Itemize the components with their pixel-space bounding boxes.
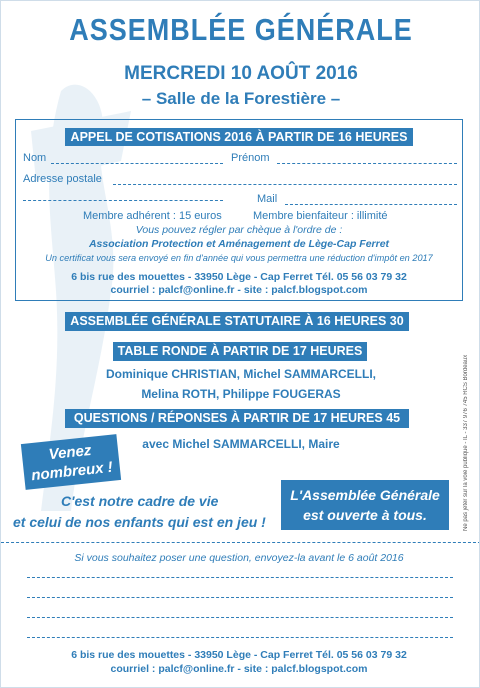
membre-adherent-label: Membre adhérent : 15 euros [83,210,222,222]
question-line[interactable] [27,597,453,598]
ouverte-badge [281,480,449,530]
question-contact: courriel : palcf@online.fr - site : palcf.blogspot.com [110,663,368,675]
mail-label: Mail [257,193,278,205]
mail-field[interactable] [285,204,457,205]
membership-banner: APPEL DE COTISATIONS 2016 À PARTIR DE 16 HEURES [65,128,413,146]
venez-line-2: nombreux ! [30,458,114,485]
slogan-line-1: C'est notre cadre de vie [61,493,219,509]
prenom-label: Prénom [231,152,270,164]
form-address: 6 bis rue des mouettes - 33950 Lège - Cap Ferret Tél. 05 56 03 79 32 [71,271,407,283]
association-name: Association Protection et Aménagement de Lège-Cap Ferret [88,238,390,250]
ouverte-line-1: L'Assemblée Générale [290,487,440,503]
nom-label: Nom [23,152,47,164]
side-legal-note: Ne pas jeter sur la voie publique - IL - 337 976 745 RCS Bordeaux [463,354,469,531]
slogan-line-2: et celui de nos enfants qui est en jeu ! [13,514,266,530]
form-contact: courriel : palcf@online.fr - site : palcf.blogspot.com [110,284,368,296]
membre-bienfaiteur-label: Membre bienfaiteur : illimité [253,210,388,222]
certificat-text: Un certificat vous sera envoyé en fin d'année qui vous permettra une réduction d'impôt en 2017 [45,253,433,263]
intervenants-line-1: Dominique CHRISTIAN, Michel SAMMARCELLI, [106,367,376,381]
nom-field[interactable] [51,163,223,164]
ouverte-line-2: est ouverte à tous. [303,507,427,523]
questions-banner: QUESTIONS / RÉPONSES À PARTIR DE 17 HEURES 45 [65,409,409,428]
question-address: 6 bis rue des mouettes - 33950 Lège - Cap Ferret Tél. 05 56 03 79 32 [71,649,407,661]
statutaire-banner: ASSEMBLÉE GÉNÉRALE STATUTAIRE À 16 HEURES 30 [65,312,409,331]
intervenants-line-2: Melina ROTH, Philippe FOUGERAS [141,387,341,401]
adresse-field[interactable] [113,184,457,185]
reglement-text: Vous pouvez régler par chèque à l'ordre de : [135,224,343,236]
prenom-field[interactable] [277,163,457,164]
question-line[interactable] [27,637,453,638]
adresse-field-line-2[interactable] [23,200,223,201]
table-ronde-banner: TABLE RONDE À PARTIR DE 17 HEURES [113,342,367,361]
main-title: ASSEMBLÉE GÉNÉRALE [69,13,413,47]
question-intro: Si vous souhaitez poser une question, envoyez-la avant le 6 août 2016 [74,552,404,564]
adresse-label: Adresse postale [23,173,102,185]
venez-line-1: Venez [47,441,93,464]
event-place: – Salle de la Forestière – [141,89,341,108]
question-line[interactable] [27,577,453,578]
question-line[interactable] [27,617,453,618]
cut-line [1,542,480,543]
avec-maire: avec Michel SAMMARCELLI, Maire [142,437,340,451]
event-date: MERCREDI 10 AOÛT 2016 [124,63,358,84]
